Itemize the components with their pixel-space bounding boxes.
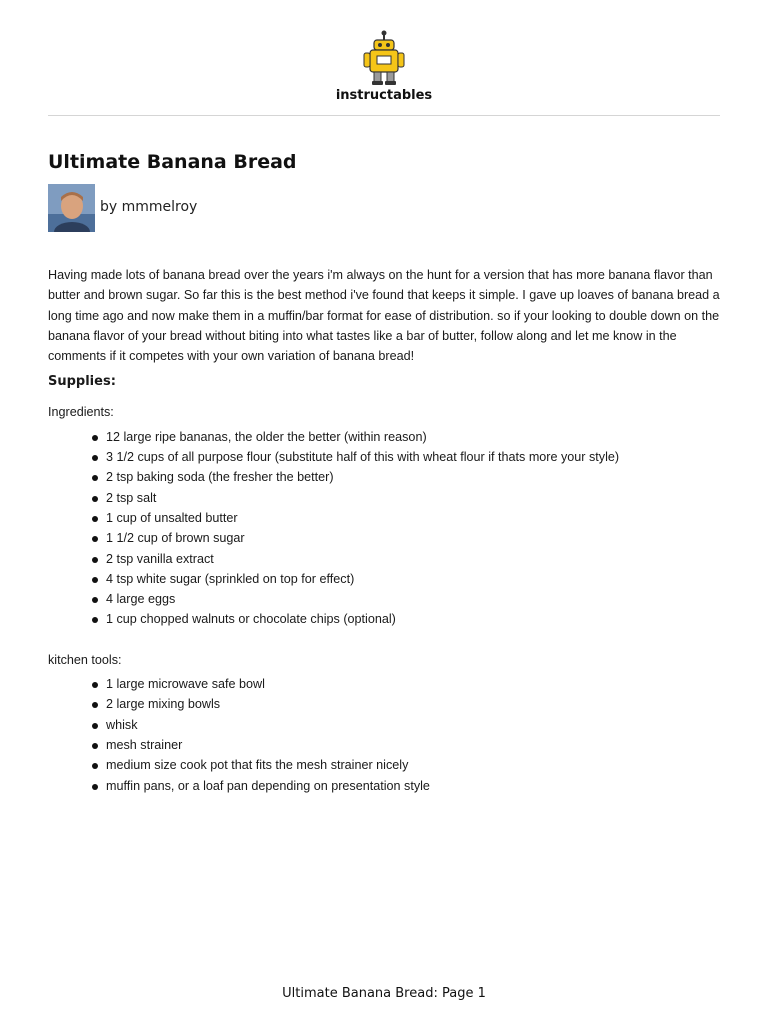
header-divider xyxy=(48,115,720,116)
author-avatar-icon[interactable] xyxy=(48,184,95,232)
kitchen-tools-list xyxy=(48,674,724,796)
ingredients-label: Ingredients: xyxy=(48,405,114,420)
tool-item: whisk xyxy=(106,715,724,735)
ingredient-item: 1 1/2 cup of brown sugar xyxy=(106,528,724,548)
author-byline[interactable]: by mmmelroy xyxy=(100,199,198,215)
article-body xyxy=(48,265,724,796)
page-footer: Ultimate Banana Bread: Page 1 xyxy=(282,986,486,1001)
site-name[interactable]: instructables xyxy=(335,88,433,103)
ingredient-item: 4 tsp white sugar (sprinkled on top for effect) xyxy=(106,569,724,589)
ingredient-item: 1 cup chopped walnuts or chocolate chips (optional) xyxy=(106,609,724,629)
page-title: Ultimate Banana Bread xyxy=(48,151,297,173)
supplies-heading: Supplies: xyxy=(48,374,116,390)
tool-item: medium size cook pot that fits the mesh strainer nicely xyxy=(106,755,724,775)
ingredient-item: 3 1/2 cups of all purpose flour (substitute half of this with wheat flour if thats more your style) xyxy=(106,447,724,467)
ingredient-item: 2 tsp baking soda (the fresher the better) xyxy=(106,467,724,487)
intro-paragraph: Having made lots of banana bread over the years i'm always on the hunt for a version that has more banana flavor than butter and brown sugar. So far this is the best method i've found that keeps it simple. I gave up loaves of banana bread a long time ago and now make them in a muffin/bar format for ease of distribution. so if your looking to double down on the banana flavor of your bread without biting into what tastes like a bar of butter, follow along and let me know in the comments if it competes with your own variation of banana bread! xyxy=(48,268,720,364)
site-header xyxy=(0,30,768,103)
ingredient-item: 12 large ripe bananas, the older the better (within reason) xyxy=(106,427,724,447)
tool-item: 1 large microwave safe bowl xyxy=(106,674,724,694)
tool-item: muffin pans, or a loaf pan depending on presentation style xyxy=(106,776,724,796)
tool-item: mesh strainer xyxy=(106,735,724,755)
ingredient-item: 4 large eggs xyxy=(106,589,724,609)
tool-item: 2 large mixing bowls xyxy=(106,694,724,714)
robot-mascot-icon[interactable] xyxy=(361,30,407,86)
kitchen-tools-label: kitchen tools: xyxy=(48,652,122,667)
ingredient-item: 2 tsp salt xyxy=(106,488,724,508)
ingredients-list xyxy=(48,427,724,630)
ingredient-item: 1 cup of unsalted butter xyxy=(106,508,724,528)
ingredient-item: 2 tsp vanilla extract xyxy=(106,549,724,569)
